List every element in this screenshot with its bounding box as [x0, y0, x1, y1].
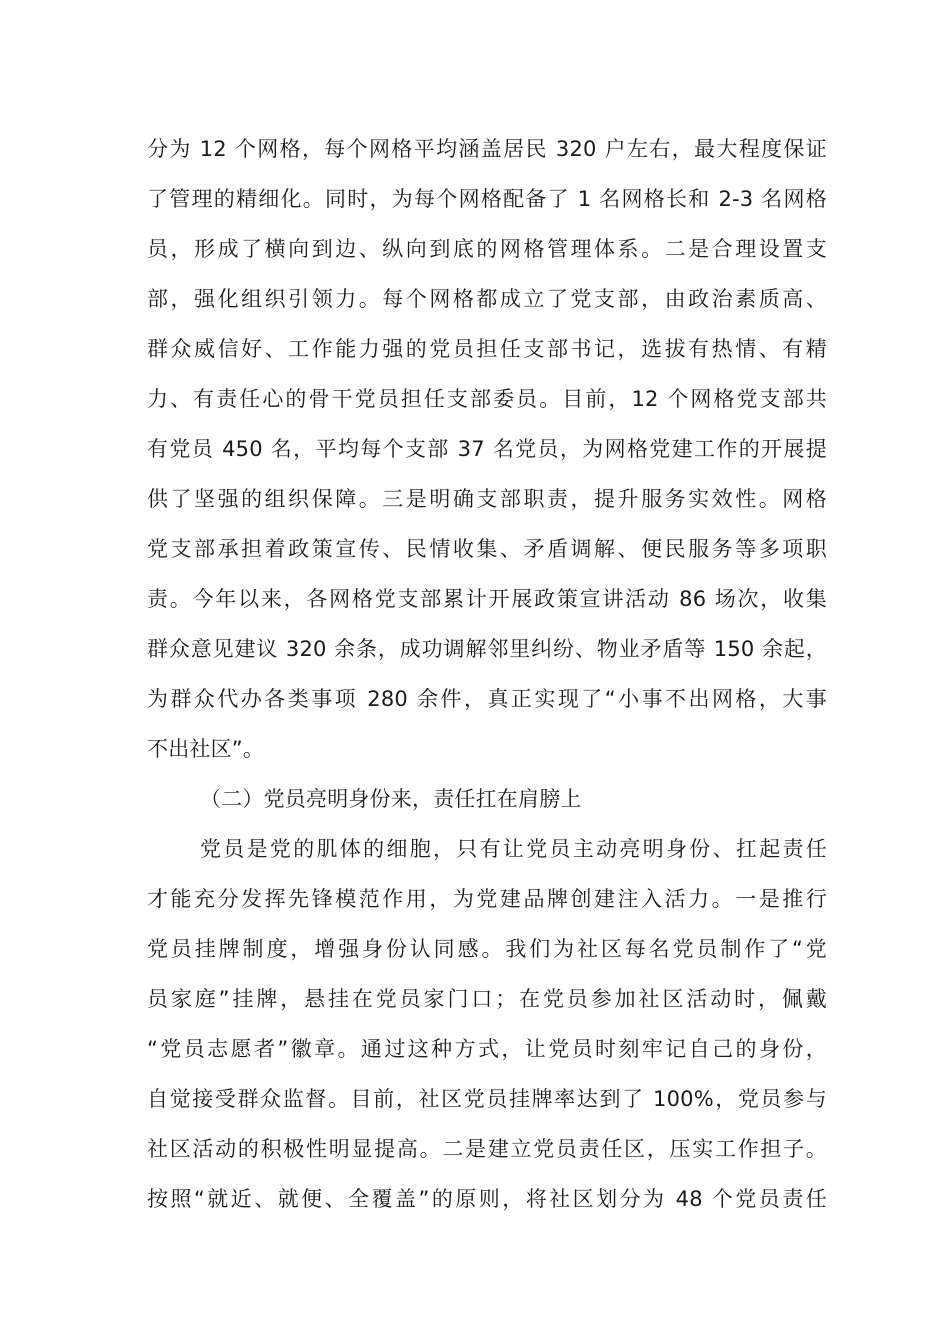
body-text-line: 党员挂牌制度，增强身份认同感。我们为社区每名党员制作了“党 [147, 937, 827, 961]
body-text-line: 员家庭”挂牌，悬挂在党员家门口；在党员参加社区活动时，佩戴 [147, 987, 827, 1011]
body-text-line: 按照“就近、就便、全覆盖”的原则，将社区划分为 48 个党员责任 [147, 1187, 827, 1211]
body-text-line: “党员志愿者”徽章。通过这种方式，让党员时刻牢记自己的身份， [147, 1037, 827, 1061]
body-text-line: 自觉接受群众监督。目前，社区党员挂牌率达到了 100%，党员参与 [147, 1087, 827, 1111]
body-text-line: 力、有责任心的骨干党员担任支部委员。目前，12 个网格党支部共 [147, 387, 827, 411]
body-text-line: 员，形成了横向到边、纵向到底的网格管理体系。二是合理设置支 [147, 237, 827, 261]
body-text-line: 了管理的精细化。同时，为每个网格配备了 1 名网格长和 2-3 名网格 [147, 187, 827, 211]
body-text-line: 分为 12 个网格，每个网格平均涵盖居民 320 户左右，最大程度保证 [147, 137, 827, 161]
section-heading: （二）党员亮明身份来，责任扛在肩膀上 [200, 787, 582, 811]
body-text-line: 为群众代办各类事项 280 余件，真正实现了“小事不出网格，大事 [147, 687, 827, 711]
body-text-line: 部，强化组织引领力。每个网格都成立了党支部，由政治素质高、 [147, 287, 827, 311]
body-text-line: 责。今年以来，各网格党支部累计开展政策宣讲活动 86 场次，收集 [147, 587, 827, 611]
body-text-line: 群众威信好、工作能力强的党员担任支部书记，选拔有热情、有精 [147, 337, 827, 361]
body-text-line: 党员是党的肌体的细胞，只有让党员主动亮明身份、扛起责任 [200, 837, 827, 861]
body-text-line: 供了坚强的组织保障。三是明确支部职责，提升服务实效性。网格 [147, 487, 827, 511]
body-text-line: 不出社区”。 [147, 737, 265, 761]
body-text-line: 党支部承担着政策宣传、民情收集、矛盾调解、便民服务等多项职 [147, 537, 827, 561]
body-text-line: 有党员 450 名，平均每个支部 37 名党员，为网格党建工作的开展提 [147, 437, 827, 461]
body-text-line: 群众意见建议 320 余条，成功调解邻里纠纷、物业矛盾等 150 余起， [147, 637, 827, 661]
body-text-line: 才能充分发挥先锋模范作用，为党建品牌创建注入活力。一是推行 [147, 887, 827, 911]
body-text-line: 社区活动的积极性明显提高。二是建立党员责任区，压实工作担子。 [147, 1137, 827, 1161]
